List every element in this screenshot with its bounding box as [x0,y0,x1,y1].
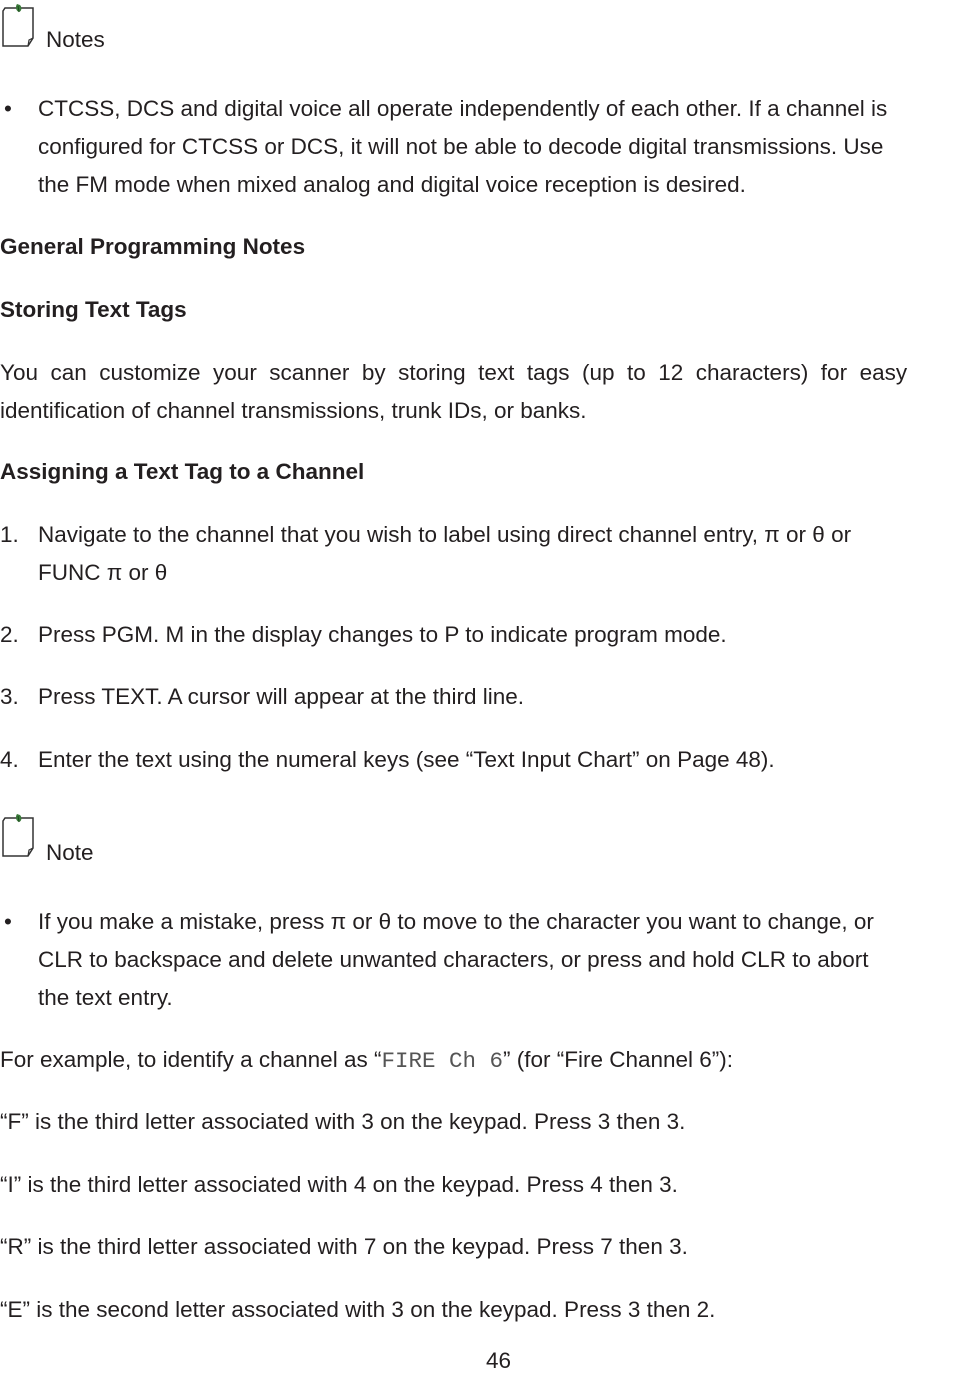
step-number: 2. [0,622,19,647]
example-intro [0,1047,733,1074]
notes-heading: Notes [46,27,105,52]
step-line: Press TEXT. A cursor will appear at the third line. [38,684,525,709]
storing-text-heading: Storing Text Tags [0,297,187,322]
note-bullet-line: the text entry. [38,985,173,1010]
notes-bullet-line: CTCSS, DCS and digital voice all operate independently of each other. If a channel is [38,96,888,121]
page-number: 46 [486,1348,512,1373]
general-programming-heading: General Programming Notes [0,234,306,259]
example-line: “R” is the third letter associated with 7 on the keypad. Press 7 then 3. [0,1234,688,1259]
step-number: 1. [0,522,19,547]
bullet-marker: • [4,909,12,934]
notes-bullet-line: configured for CTCSS or DCS, it will not be able to decode digital transmissions. Use [38,134,884,159]
note-bullet-line: If you make a mistake, press π or θ to move to the character you want to change, or [38,909,874,934]
example-prefix: For example, to identify a channel as “ [0,1047,382,1072]
example-line: “E” is the second letter associated with 3 on the keypad. Press 3 then 2. [0,1297,716,1322]
step-line: FUNC π or θ [38,560,168,585]
bullet-marker: • [4,96,12,121]
step-line: Press PGM. M in the display changes to P to indicate program mode. [38,622,727,647]
notes-bullet-line: the FM mode when mixed analog and digital voice reception is desired. [38,172,746,197]
note-heading: Note [46,840,94,865]
example-suffix: ” (for “Fire Channel 6”): [502,1047,734,1072]
intro-line: You can customize your scanner by storing text tags (up to 12 characters) for easy [0,360,908,385]
example-code: FIRE Ch 6 [381,1048,503,1074]
note-pad-icon [0,2,34,48]
note-pad-icon [0,812,34,858]
example-line: “F” is the third letter associated with 3 on the keypad. Press 3 then 3. [0,1109,686,1134]
assigning-heading: Assigning a Text Tag to a Channel [0,459,365,484]
intro-line: identification of channel transmissions, trunk IDs, or banks. [0,398,587,423]
example-line: “I” is the third letter associated with 4 on the keypad. Press 4 then 3. [0,1172,678,1197]
step-number: 4. [0,747,19,772]
step-number: 3. [0,684,19,709]
step-line: Navigate to the channel that you wish to label using direct channel entry, π or θ or [38,522,852,547]
note-bullet-line: CLR to backspace and delete unwanted characters, or press and hold CLR to abort [38,947,869,972]
step-line: Enter the text using the numeral keys (see “Text Input Chart” on Page 48). [38,747,775,772]
